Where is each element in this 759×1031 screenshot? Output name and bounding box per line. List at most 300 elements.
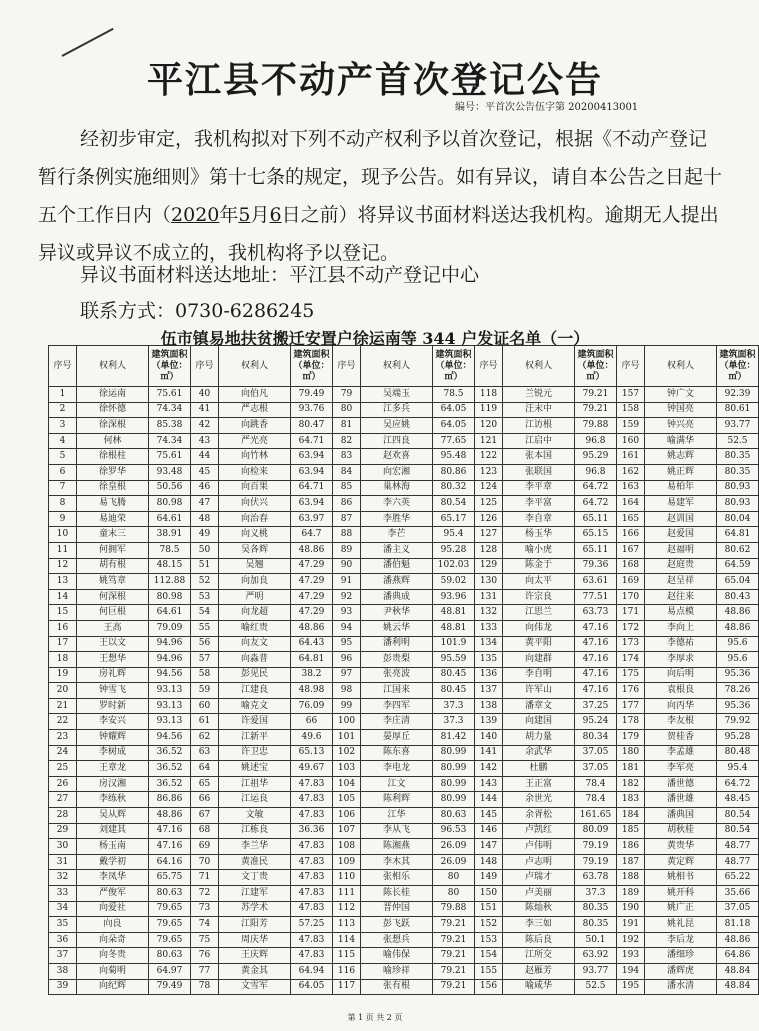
- seq-cell: 80: [333, 402, 361, 418]
- area-cell: 94.56: [149, 730, 191, 746]
- area-cell: 48.15: [149, 558, 191, 574]
- seq-cell: 68: [191, 823, 219, 839]
- seq-cell: 188: [617, 870, 645, 886]
- area-cell: 47.16: [149, 823, 191, 839]
- area-cell: 64.94: [291, 963, 333, 979]
- seq-cell: 77: [191, 963, 219, 979]
- table-row: [49, 886, 759, 902]
- name-cell: 向义桃: [219, 527, 291, 543]
- seq-cell: 37: [49, 948, 77, 964]
- seq-cell: 194: [617, 963, 645, 979]
- deadline-year-suffix: 年: [219, 204, 239, 226]
- name-cell: 江国来: [361, 683, 433, 699]
- area-cell: 48.77: [717, 839, 759, 855]
- table-row: [49, 542, 759, 558]
- name-cell: 李从飞: [361, 823, 433, 839]
- seq-cell: 192: [617, 932, 645, 948]
- name-cell: 赵训国: [645, 511, 717, 527]
- area-cell: 37.3: [575, 886, 617, 902]
- name-cell: 陈利辉: [361, 792, 433, 808]
- seq-cell: 92: [333, 589, 361, 605]
- name-cell: 许爱国: [219, 714, 291, 730]
- seq-cell: 149: [475, 870, 503, 886]
- header-seq: 序号: [333, 346, 361, 387]
- area-cell: 102.03: [433, 558, 475, 574]
- seq-cell: 179: [617, 730, 645, 746]
- seq-cell: 89: [333, 542, 361, 558]
- seq-cell: 52: [191, 574, 219, 590]
- seq-cell: 168: [617, 558, 645, 574]
- seq-cell: 184: [617, 808, 645, 824]
- area-cell: 38.2: [291, 667, 333, 683]
- seq-cell: 94: [333, 620, 361, 636]
- area-cell: 47.29: [291, 605, 333, 621]
- seq-cell: 174: [617, 652, 645, 668]
- area-cell: 80.99: [433, 761, 475, 777]
- table-row: [49, 574, 759, 590]
- name-cell: 向太平: [503, 574, 575, 590]
- seq-cell: 189: [617, 886, 645, 902]
- name-cell: 姚相书: [645, 870, 717, 886]
- area-cell: 93.77: [575, 963, 617, 979]
- seq-cell: 120: [475, 418, 503, 434]
- seq-cell: 101: [333, 730, 361, 746]
- header-seq: 序号: [49, 346, 77, 387]
- area-cell: 80.93: [717, 480, 759, 496]
- name-cell: 李芒: [361, 527, 433, 543]
- name-cell: 向检来: [219, 464, 291, 480]
- area-cell: 59.02: [433, 574, 475, 590]
- name-cell: 向伟龙: [503, 620, 575, 636]
- name-cell: 卢美丽: [503, 886, 575, 902]
- seq-cell: 57: [191, 652, 219, 668]
- table-row: [49, 433, 759, 449]
- seq-cell: 27: [49, 792, 77, 808]
- name-cell: 贺桂香: [645, 730, 717, 746]
- seq-cell: 50: [191, 542, 219, 558]
- name-cell: 向良: [77, 917, 149, 933]
- seq-cell: 6: [49, 464, 77, 480]
- seq-cell: 60: [191, 698, 219, 714]
- name-cell: 向菊明: [77, 963, 149, 979]
- name-cell: 黄平阳: [503, 636, 575, 652]
- area-cell: 93.77: [717, 418, 759, 434]
- name-cell: 姚广正: [645, 901, 717, 917]
- area-cell: 48.86: [149, 808, 191, 824]
- name-cell: 江启中: [503, 433, 575, 449]
- table-row: [49, 605, 759, 621]
- area-cell: 79.21: [433, 979, 475, 995]
- name-cell: 吴从辉: [77, 808, 149, 824]
- seq-cell: 85: [333, 480, 361, 496]
- name-cell: 周庆华: [219, 932, 291, 948]
- area-cell: 75.61: [149, 449, 191, 465]
- area-cell: 64.05: [433, 418, 475, 434]
- name-cell: 何深根: [77, 589, 149, 605]
- name-cell: 李后龙: [645, 932, 717, 948]
- area-cell: 95.4: [717, 761, 759, 777]
- name-cell: 江华: [361, 808, 433, 824]
- seq-cell: 16: [49, 620, 77, 636]
- seq-cell: 3: [49, 418, 77, 434]
- area-cell: 161.65: [575, 808, 617, 824]
- area-cell: 64.71: [291, 433, 333, 449]
- name-cell: 姚志辉: [645, 449, 717, 465]
- area-cell: 93.96: [433, 589, 475, 605]
- name-cell: 房汉湘: [77, 776, 149, 792]
- seq-cell: 42: [191, 418, 219, 434]
- area-cell: 64.81: [291, 652, 333, 668]
- table-row: [49, 558, 759, 574]
- name-cell: 卢伟明: [503, 839, 575, 855]
- seq-cell: 1: [49, 387, 77, 403]
- page-title: 平江县不动产首次登记公告: [146, 59, 603, 101]
- area-cell: 65.04: [717, 574, 759, 590]
- seq-cell: 144: [475, 792, 503, 808]
- area-cell: 47.83: [291, 932, 333, 948]
- name-cell: 赵爱国: [645, 527, 717, 543]
- name-cell: 江四良: [361, 433, 433, 449]
- seq-cell: 122: [475, 449, 503, 465]
- area-cell: 95.24: [575, 714, 617, 730]
- seq-cell: 86: [333, 496, 361, 512]
- seq-cell: 116: [333, 963, 361, 979]
- name-cell: 李德祐: [645, 636, 717, 652]
- seq-cell: 154: [475, 948, 503, 964]
- table-row: [49, 683, 759, 699]
- area-cell: 79.19: [575, 854, 617, 870]
- area-cell: 79.09: [149, 620, 191, 636]
- name-cell: 江文: [361, 776, 433, 792]
- seq-cell: 26: [49, 776, 77, 792]
- area-cell: 63.94: [291, 449, 333, 465]
- seq-cell: 75: [191, 932, 219, 948]
- area-cell: 57.25: [291, 917, 333, 933]
- name-cell: 李向上: [645, 620, 717, 636]
- seq-cell: 90: [333, 558, 361, 574]
- area-cell: 80.63: [433, 808, 475, 824]
- area-cell: 75.61: [149, 387, 191, 403]
- name-cell: 钟兴亮: [645, 418, 717, 434]
- seq-cell: 54: [191, 605, 219, 621]
- table-header-row: [49, 346, 759, 387]
- name-cell: 许军山: [503, 683, 575, 699]
- seq-cell: 35: [49, 917, 77, 933]
- name-cell: 张相乐: [361, 870, 433, 886]
- area-cell: 47.16: [575, 652, 617, 668]
- seq-cell: 170: [617, 589, 645, 605]
- table-row: [49, 698, 759, 714]
- name-cell: 张联国: [503, 464, 575, 480]
- name-cell: 张本国: [503, 449, 575, 465]
- name-cell: 向爱社: [77, 901, 149, 917]
- area-cell: 79.49: [291, 387, 333, 403]
- seq-cell: 181: [617, 761, 645, 777]
- name-cell: 向龙超: [219, 605, 291, 621]
- name-cell: 卢志明: [503, 854, 575, 870]
- seq-cell: 195: [617, 979, 645, 995]
- seq-cell: 91: [333, 574, 361, 590]
- name-cell: 许卫忠: [219, 745, 291, 761]
- area-cell: 80: [433, 870, 475, 886]
- area-cell: 47.83: [291, 792, 333, 808]
- area-cell: 80.09: [575, 823, 617, 839]
- seq-cell: 126: [475, 511, 503, 527]
- name-cell: 钟雪飞: [77, 683, 149, 699]
- seq-cell: 96: [333, 652, 361, 668]
- table-row: [49, 636, 759, 652]
- name-cell: 赵欢喜: [361, 449, 433, 465]
- seq-cell: 46: [191, 480, 219, 496]
- area-cell: 52.5: [717, 433, 759, 449]
- seq-cell: 157: [617, 387, 645, 403]
- seq-cell: 183: [617, 792, 645, 808]
- seq-cell: 112: [333, 901, 361, 917]
- name-cell: 张有根: [361, 979, 433, 995]
- name-cell: 何巨根: [77, 605, 149, 621]
- area-cell: 80.99: [433, 745, 475, 761]
- table-row: [49, 449, 759, 465]
- seq-cell: 173: [617, 636, 645, 652]
- area-cell: 66: [291, 714, 333, 730]
- area-cell: 78.26: [717, 683, 759, 699]
- area-cell: 48.86: [717, 932, 759, 948]
- name-cell: 潘典国: [645, 808, 717, 824]
- name-cell: 向友文: [219, 636, 291, 652]
- name-cell: 陈长桂: [361, 886, 433, 902]
- seq-cell: 31: [49, 854, 77, 870]
- name-cell: 文丁贵: [219, 870, 291, 886]
- table-row: [49, 901, 759, 917]
- name-cell: 赵福明: [645, 542, 717, 558]
- name-cell: 赵往来: [645, 589, 717, 605]
- name-cell: 晋仲国: [361, 901, 433, 917]
- area-cell: 37.05: [575, 745, 617, 761]
- name-cell: 向冬贵: [77, 948, 149, 964]
- table-row: [49, 730, 759, 746]
- seq-cell: 156: [475, 979, 503, 995]
- header-area: 建筑面积（单位：㎡）: [717, 346, 759, 387]
- name-cell: 吴端玉: [361, 387, 433, 403]
- table-row: [49, 792, 759, 808]
- seq-cell: 63: [191, 745, 219, 761]
- seq-cell: 78: [191, 979, 219, 995]
- area-cell: 95.4: [433, 527, 475, 543]
- name-cell: 潘细珍: [645, 948, 717, 964]
- name-cell: 王正富: [503, 776, 575, 792]
- area-cell: 95.48: [433, 449, 475, 465]
- name-cell: 戴学初: [77, 854, 149, 870]
- name-cell: 徐根柱: [77, 449, 149, 465]
- name-cell: 李四军: [361, 698, 433, 714]
- area-cell: 78.5: [149, 542, 191, 558]
- seq-cell: 117: [333, 979, 361, 995]
- seq-cell: 95: [333, 636, 361, 652]
- seq-cell: 21: [49, 698, 77, 714]
- area-cell: 26.09: [433, 839, 475, 855]
- area-cell: 76.09: [291, 698, 333, 714]
- area-cell: 36.52: [149, 761, 191, 777]
- area-cell: 86.86: [149, 792, 191, 808]
- name-cell: 钟国亮: [645, 402, 717, 418]
- area-cell: 81.42: [433, 730, 475, 746]
- area-cell: 79.88: [575, 418, 617, 434]
- area-cell: 64.61: [149, 511, 191, 527]
- name-cell: 向治春: [219, 511, 291, 527]
- name-cell: 严志根: [219, 402, 291, 418]
- name-cell: 陈灿秋: [503, 901, 575, 917]
- area-cell: 48.84: [717, 963, 759, 979]
- name-cell: 喻咸华: [503, 979, 575, 995]
- area-cell: 96.8: [575, 433, 617, 449]
- seq-cell: 7: [49, 480, 77, 496]
- table-row: [49, 464, 759, 480]
- area-cell: 37.3: [433, 714, 475, 730]
- header-seq: 序号: [617, 346, 645, 387]
- area-cell: 48.81: [433, 605, 475, 621]
- name-cell: 彭见民: [219, 667, 291, 683]
- area-cell: 80.99: [433, 792, 475, 808]
- name-cell: 杨玉南: [77, 839, 149, 855]
- area-cell: 93.76: [291, 402, 333, 418]
- seq-cell: 115: [333, 948, 361, 964]
- seq-cell: 161: [617, 449, 645, 465]
- area-cell: 63.73: [575, 605, 617, 621]
- area-cell: 47.29: [291, 574, 333, 590]
- seq-cell: 160: [617, 433, 645, 449]
- name-cell: 李练秋: [77, 792, 149, 808]
- name-cell: 向建国: [503, 714, 575, 730]
- seq-cell: 33: [49, 886, 77, 902]
- name-cell: 李三如: [503, 917, 575, 933]
- area-cell: 78.4: [575, 792, 617, 808]
- name-cell: 李平章: [503, 480, 575, 496]
- table-row: [49, 963, 759, 979]
- seq-cell: 9: [49, 511, 77, 527]
- name-cell: 黄贵华: [645, 839, 717, 855]
- area-cell: 63.94: [291, 496, 333, 512]
- name-cell: 向跳香: [219, 418, 291, 434]
- table-row: [49, 917, 759, 933]
- seq-cell: 102: [333, 745, 361, 761]
- seq-cell: 172: [617, 620, 645, 636]
- seq-cell: 100: [333, 714, 361, 730]
- area-cell: 36.52: [149, 776, 191, 792]
- name-cell: 潘典成: [361, 589, 433, 605]
- header-seq: 序号: [191, 346, 219, 387]
- area-cell: 93.13: [149, 698, 191, 714]
- name-cell: 江思兰: [503, 605, 575, 621]
- name-cell: 何拥军: [77, 542, 149, 558]
- table-row: [49, 496, 759, 512]
- table-row: [49, 948, 759, 964]
- seq-cell: 71: [191, 870, 219, 886]
- seq-cell: 11: [49, 542, 77, 558]
- area-cell: 47.83: [291, 886, 333, 902]
- table-row: [49, 387, 759, 403]
- seq-cell: 32: [49, 870, 77, 886]
- seq-cell: 138: [475, 698, 503, 714]
- name-cell: 杜鹏: [503, 761, 575, 777]
- area-cell: 80.63: [149, 948, 191, 964]
- seq-cell: 14: [49, 589, 77, 605]
- seq-cell: 177: [617, 698, 645, 714]
- area-cell: 79.21: [575, 387, 617, 403]
- seq-cell: 64: [191, 761, 219, 777]
- name-cell: 彭飞跃: [361, 917, 433, 933]
- area-cell: 63.78: [575, 870, 617, 886]
- name-cell: 潘世雄: [645, 792, 717, 808]
- name-cell: 李木其: [361, 854, 433, 870]
- seq-cell: 99: [333, 698, 361, 714]
- seq-cell: 129: [475, 558, 503, 574]
- seq-cell: 134: [475, 636, 503, 652]
- area-cell: 64.16: [149, 854, 191, 870]
- name-cell: 姚述宝: [219, 761, 291, 777]
- seq-cell: 103: [333, 761, 361, 777]
- seq-cell: 79: [333, 387, 361, 403]
- seq-cell: 8: [49, 496, 77, 512]
- area-cell: 112.88: [149, 574, 191, 590]
- area-cell: 65.22: [717, 870, 759, 886]
- area-cell: 49.6: [291, 730, 333, 746]
- area-cell: 38.91: [149, 527, 191, 543]
- area-cell: 95.36: [717, 698, 759, 714]
- seq-cell: 146: [475, 823, 503, 839]
- area-cell: 63.94: [291, 464, 333, 480]
- table-body: [49, 387, 759, 995]
- seq-cell: 185: [617, 823, 645, 839]
- name-cell: 姚礼昆: [645, 917, 717, 933]
- name-cell: 易点模: [645, 605, 717, 621]
- name-cell: 钟广文: [645, 387, 717, 403]
- name-cell: 潘水清: [645, 979, 717, 995]
- seq-cell: 84: [333, 464, 361, 480]
- seq-cell: 104: [333, 776, 361, 792]
- name-cell: 江运良: [219, 792, 291, 808]
- area-cell: 47.83: [291, 870, 333, 886]
- area-cell: 95.29: [575, 449, 617, 465]
- seq-cell: 118: [475, 387, 503, 403]
- seq-cell: 159: [617, 418, 645, 434]
- area-cell: 79.21: [575, 402, 617, 418]
- seq-cell: 171: [617, 605, 645, 621]
- area-cell: 79.36: [575, 558, 617, 574]
- seq-cell: 88: [333, 527, 361, 543]
- seq-cell: 167: [617, 542, 645, 558]
- name-cell: 严明: [219, 589, 291, 605]
- name-cell: 徐罗华: [77, 464, 149, 480]
- name-cell: 江所交: [503, 948, 575, 964]
- area-cell: 65.11: [575, 542, 617, 558]
- seq-cell: 93: [333, 605, 361, 621]
- seq-cell: 65: [191, 776, 219, 792]
- seq-cell: 73: [191, 901, 219, 917]
- name-cell: 徐运南: [77, 387, 149, 403]
- name-cell: 巢林海: [361, 480, 433, 496]
- name-cell: 黄准民: [219, 854, 291, 870]
- name-cell: 江新平: [219, 730, 291, 746]
- name-cell: 江阳芳: [219, 917, 291, 933]
- seq-cell: 38: [49, 963, 77, 979]
- seq-cell: 141: [475, 745, 503, 761]
- seq-cell: 119: [475, 402, 503, 418]
- seq-cell: 121: [475, 433, 503, 449]
- area-cell: 79.92: [717, 714, 759, 730]
- name-cell: 向后明: [645, 667, 717, 683]
- registration-table: [48, 345, 759, 995]
- area-cell: 50.1: [575, 932, 617, 948]
